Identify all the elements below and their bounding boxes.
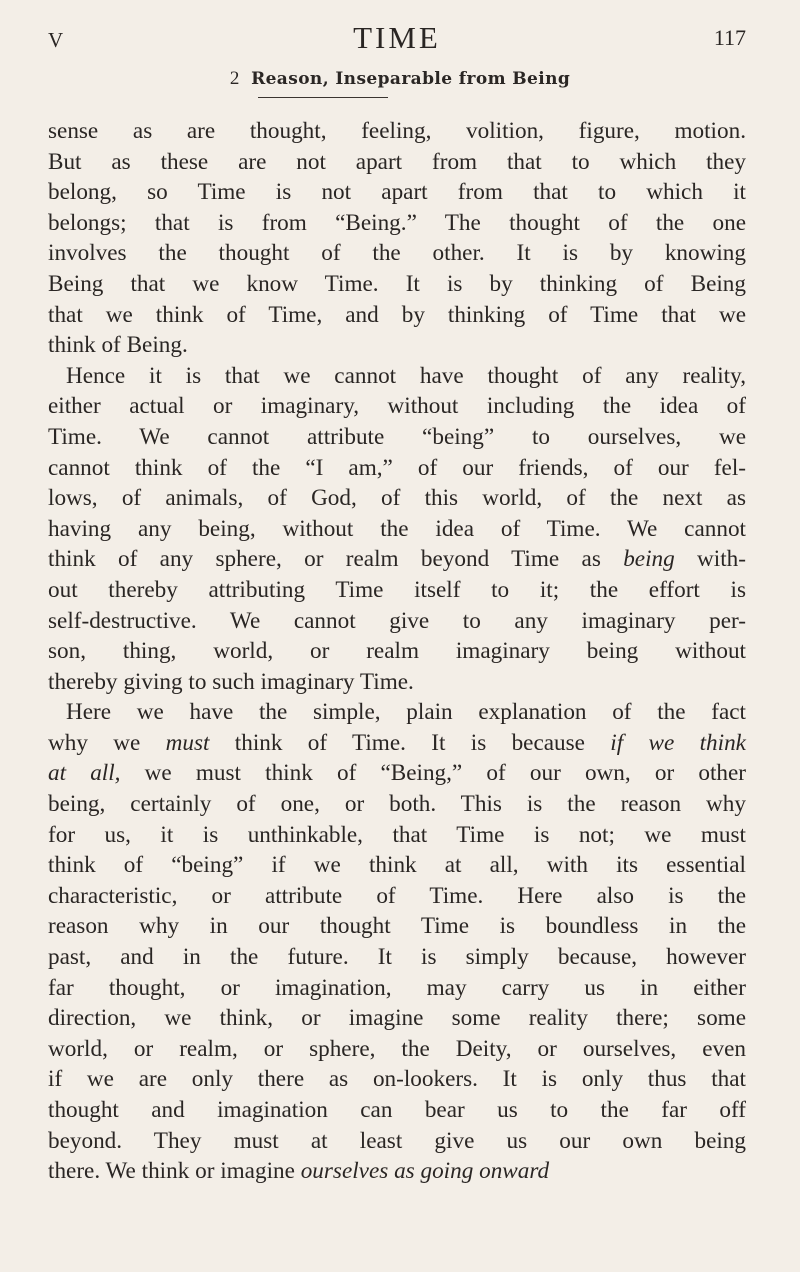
running-head bbox=[48, 20, 746, 60]
text-segment: being, certainly of one, or both. This is the reason why bbox=[48, 791, 746, 818]
page-number: 117 bbox=[713, 25, 746, 50]
italic-text: at all, bbox=[48, 760, 121, 787]
text-line bbox=[48, 881, 746, 912]
text-segment: world, or realm, or sphere, the Deity, or ourselves, even bbox=[48, 1035, 746, 1062]
text-segment: having any being, without the idea of Time. We cannot bbox=[48, 515, 746, 542]
section-number: 2 bbox=[229, 68, 240, 89]
text-segment: that we think of Time, and by thinking of Time that we bbox=[48, 301, 746, 328]
text-segment: why we bbox=[48, 729, 166, 756]
italic-text: must bbox=[165, 729, 210, 756]
text-segment: belong, so Time is not apart from that to which it bbox=[48, 179, 746, 206]
text-line bbox=[48, 1156, 746, 1187]
text-line bbox=[48, 177, 746, 208]
heading-rule bbox=[258, 97, 388, 98]
text-segment: beyond. They must at least give us our own being bbox=[48, 1127, 746, 1154]
text-line bbox=[48, 1095, 746, 1126]
text-line bbox=[48, 330, 746, 361]
text-segment: self-destructive. We cannot give to any imaginary per- bbox=[48, 607, 746, 634]
text-segment: Time. We cannot attribute “being” to ourselves, we bbox=[48, 423, 746, 450]
text-line bbox=[48, 667, 746, 698]
text-line bbox=[48, 606, 746, 637]
text-segment: think of Time. It is because bbox=[209, 729, 611, 756]
text-line bbox=[48, 789, 746, 820]
text-line bbox=[48, 422, 746, 453]
text-segment: involves the thought of the other. It is by knowing bbox=[48, 240, 746, 267]
text-line bbox=[48, 300, 746, 331]
text-line bbox=[48, 1126, 746, 1157]
text-line bbox=[48, 1003, 746, 1034]
text-segment: we must think of “Being,” of our own, or other bbox=[120, 760, 746, 787]
text-line bbox=[48, 453, 746, 484]
text-segment: reason why in our thought Time is boundless in the bbox=[48, 913, 746, 940]
text-segment: for us, it is unthinkable, that Time is not; we must bbox=[48, 821, 746, 848]
text-segment: lows, of animals, of God, of this world, of the next as bbox=[48, 485, 746, 512]
text-segment: think of Being. bbox=[48, 332, 188, 359]
text-line bbox=[48, 850, 746, 881]
text-line bbox=[48, 269, 746, 300]
text-segment: think of “being” if we think at all, with its essential bbox=[48, 852, 746, 879]
text-segment: son, thing, world, or realm imaginary being without bbox=[48, 638, 746, 665]
text-line bbox=[48, 911, 746, 942]
text-line bbox=[48, 208, 746, 239]
text-segment: far thought, or imagination, may carry us in either bbox=[48, 974, 746, 1001]
text-segment: thought and imagination can bear us to the far off bbox=[48, 1097, 746, 1123]
text-line bbox=[48, 544, 746, 575]
section-title: Reason, Inseparable from Being bbox=[251, 69, 571, 89]
text-line bbox=[48, 147, 746, 178]
text-segment: there. We think or imagine bbox=[48, 1158, 301, 1185]
chapter-number: V bbox=[48, 28, 65, 52]
text-line bbox=[48, 238, 746, 269]
text-line bbox=[48, 116, 746, 147]
text-segment: But as these are not apart from that to which they bbox=[48, 148, 746, 175]
text-line bbox=[48, 973, 746, 1004]
text-line bbox=[48, 361, 746, 392]
text-segment: past, and in the future. It is simply because, however bbox=[48, 944, 746, 971]
text-segment: either actual or imaginary, without including the idea of bbox=[48, 393, 746, 420]
text-segment: Being that we know Time. It is by thinking of Being bbox=[48, 270, 746, 297]
text-segment: cannot think of the “I am,” of our friends, of our fel- bbox=[48, 454, 746, 481]
text-segment: Here we have the simple, plain explanation of the fact bbox=[66, 699, 746, 726]
text-line bbox=[48, 1064, 746, 1095]
italic-text: being bbox=[623, 546, 675, 573]
text-line bbox=[48, 1034, 746, 1065]
text-segment: out thereby attributing Time itself to it; the effort is bbox=[48, 576, 746, 603]
text-segment: characteristic, or attribute of Time. Here also is the bbox=[48, 882, 746, 909]
text-line bbox=[48, 391, 746, 422]
italic-text: if we think bbox=[610, 729, 746, 756]
text-segment: thereby giving to such imaginary Time. bbox=[48, 668, 414, 695]
text-segment: belongs; that is from “Being.” The thought of the one bbox=[48, 209, 746, 236]
text-segment: think of any sphere, or realm beyond Time as bbox=[48, 546, 624, 573]
text-line bbox=[48, 820, 746, 851]
italic-text: ourselves as going onward bbox=[300, 1158, 550, 1185]
text-line bbox=[48, 636, 746, 667]
text-segment: direction, we think, or imagine some reality there; some bbox=[48, 1005, 746, 1032]
text-line bbox=[48, 728, 746, 759]
text-segment: Hence it is that we cannot have thought of any reality, bbox=[66, 362, 746, 389]
section-heading bbox=[0, 68, 800, 90]
text-line bbox=[48, 483, 746, 514]
text-line bbox=[48, 514, 746, 545]
body-text bbox=[48, 116, 746, 1187]
text-segment: with- bbox=[674, 546, 746, 573]
text-line bbox=[48, 758, 746, 789]
text-segment: sense as are thought, feeling, volition, figure, motion. bbox=[48, 118, 746, 144]
text-line bbox=[48, 942, 746, 973]
text-line bbox=[48, 697, 746, 728]
text-line bbox=[48, 575, 746, 606]
running-title: TIME bbox=[353, 20, 441, 55]
text-segment: if we are only there as on-lookers. It is only thus that bbox=[48, 1066, 746, 1093]
